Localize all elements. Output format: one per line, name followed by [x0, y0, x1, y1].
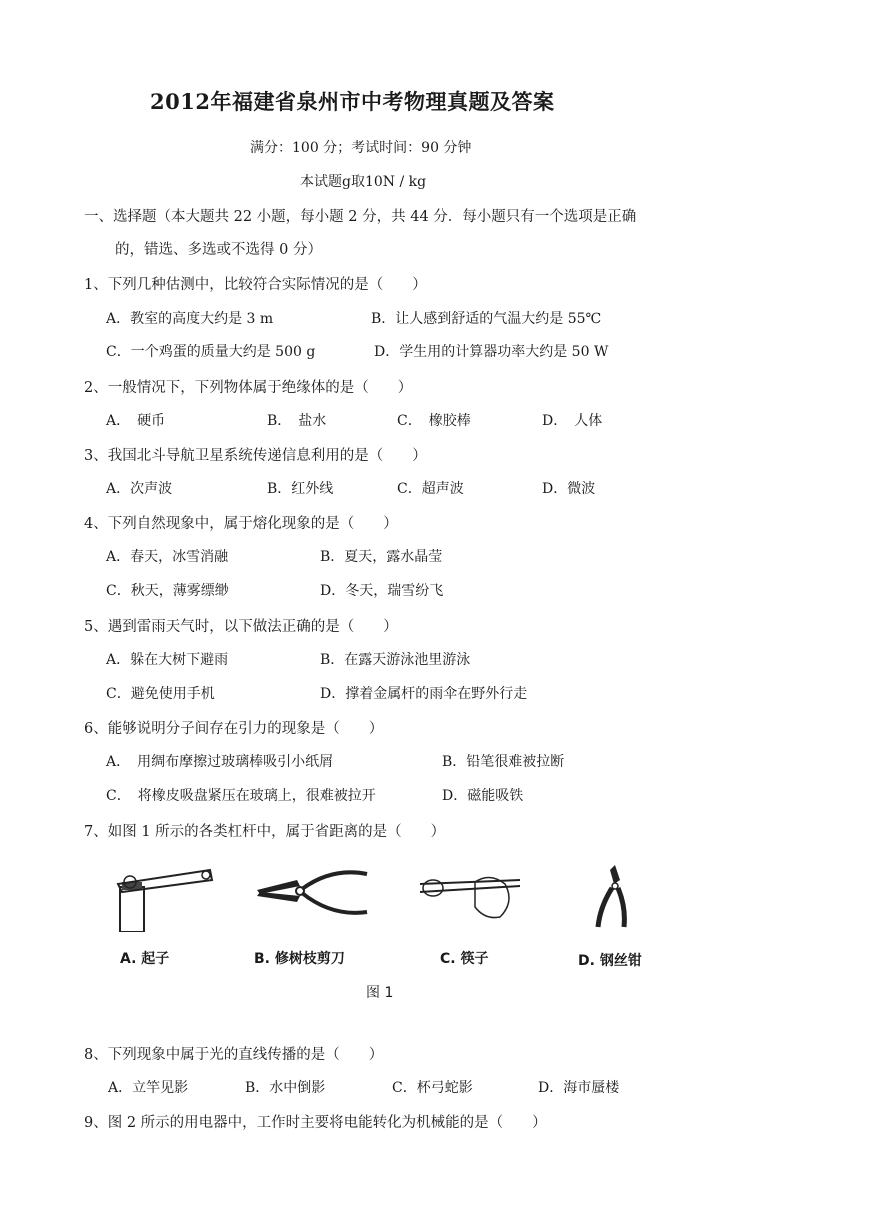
bottle-opener-figure	[110, 862, 220, 932]
question-8-option-b: B．水中倒影	[245, 1080, 326, 1096]
question-6-option-d: D．磁能吸铁	[442, 788, 524, 804]
question-4-option-d: D．冬天，瑞雪纷飞	[320, 583, 444, 599]
question-7-stem: 7、如图 1 所示的各类杠杆中，属于省距离的是（ ）	[84, 824, 446, 840]
question-2-option-b: B． 盐水	[267, 413, 327, 429]
section-heading: 一、选择题（本大题共 22 小题，每小题 2 分，共 44 分．每小题只有一个选项是正确	[84, 209, 637, 225]
wire-pliers-figure	[590, 862, 640, 932]
question-5-option-d: D．撑着金属杆的雨伞在野外行走	[320, 686, 528, 702]
figure-1-caption: 图 1	[366, 985, 394, 1001]
pruning-shears-figure	[252, 862, 372, 922]
question-1-option-d: D．学生用的计算器功率大约是 50 W	[374, 344, 609, 360]
question-8-stem: 8、下列现象中属于光的直线传播的是（ ）	[84, 1047, 384, 1063]
question-8-option-a: A．立竿见影	[108, 1080, 189, 1096]
question-8-option-c: C．杯弓蛇影	[392, 1080, 473, 1096]
question-5-option-a: A．躲在大树下避雨	[106, 652, 229, 668]
question-2-option-a: A． 硬币	[106, 413, 166, 429]
question-4-option-b: B．夏天，露水晶莹	[320, 549, 443, 565]
question-1-stem: 1、下列几种估测中，比较符合实际情况的是（ ）	[84, 277, 427, 293]
question-6-option-c: C． 将橡皮吸盘紧压在玻璃上，很难被拉开	[106, 788, 376, 804]
section-heading-cont: 的，错选、多选或不选得 0 分）	[115, 242, 322, 258]
question-3-option-b: B．红外线	[267, 481, 334, 497]
question-6-option-a: A． 用绸布摩擦过玻璃棒吸引小纸屑	[106, 754, 334, 770]
question-1-option-c: C．一个鸡蛋的质量大约是 500 g	[106, 344, 316, 360]
question-2-option-c: C． 橡胶棒	[397, 413, 471, 429]
figure-1-label-a: A. 起子	[120, 951, 170, 967]
question-3-option-d: D．微波	[542, 481, 596, 497]
question-6-option-b: B．铅笔很难被拉断	[442, 754, 565, 770]
question-4-option-c: C．秋天，薄雾缥缈	[106, 583, 229, 599]
question-3-option-a: A．次声波	[106, 481, 173, 497]
figure-1-label-d: D. 钢丝钳	[578, 953, 642, 969]
figure-1-label-c: C. 筷子	[440, 951, 489, 967]
chopsticks-figure	[415, 862, 525, 922]
question-4-option-a: A．春天，冰雪消融	[106, 549, 229, 565]
question-3-option-c: C．超声波	[397, 481, 464, 497]
question-9-stem: 9、图 2 所示的用电器中，工作时主要将电能转化为机械能的是（ ）	[84, 1115, 547, 1131]
exam-gravity-note: 本试题g取10N / kg	[300, 174, 427, 190]
question-2-stem: 2、一般情况下，下列物体属于绝缘体的是（ ）	[84, 380, 413, 396]
question-5-option-c: C．避免使用手机	[106, 686, 215, 702]
figure-1-label-b: B. 修树枝剪刀	[254, 951, 345, 967]
exam-score-time: 满分：100 分；考试时间：90 分钟	[250, 140, 472, 156]
question-8-option-d: D．海市蜃楼	[538, 1080, 620, 1096]
question-5-option-b: B．在露天游泳池里游泳	[320, 652, 471, 668]
question-6-stem: 6、能够说明分子间存在引力的现象是（ ）	[84, 721, 384, 737]
question-1-option-b: B．让人感到舒适的气温大约是 55℃	[371, 311, 602, 327]
question-4-stem: 4、下列自然现象中，属于熔化现象的是（ ）	[84, 516, 398, 532]
question-3-stem: 3、我国北斗导航卫星系统传递信息利用的是（ ）	[84, 448, 427, 464]
question-2-option-d: D． 人体	[542, 413, 603, 429]
question-5-stem: 5、遇到雷雨天气时，以下做法正确的是（ ）	[84, 619, 398, 635]
question-1-option-a: A．教室的高度大约是 3 m	[106, 311, 274, 327]
page-title: 2012年福建省泉州市中考物理真题及答案	[150, 89, 555, 114]
